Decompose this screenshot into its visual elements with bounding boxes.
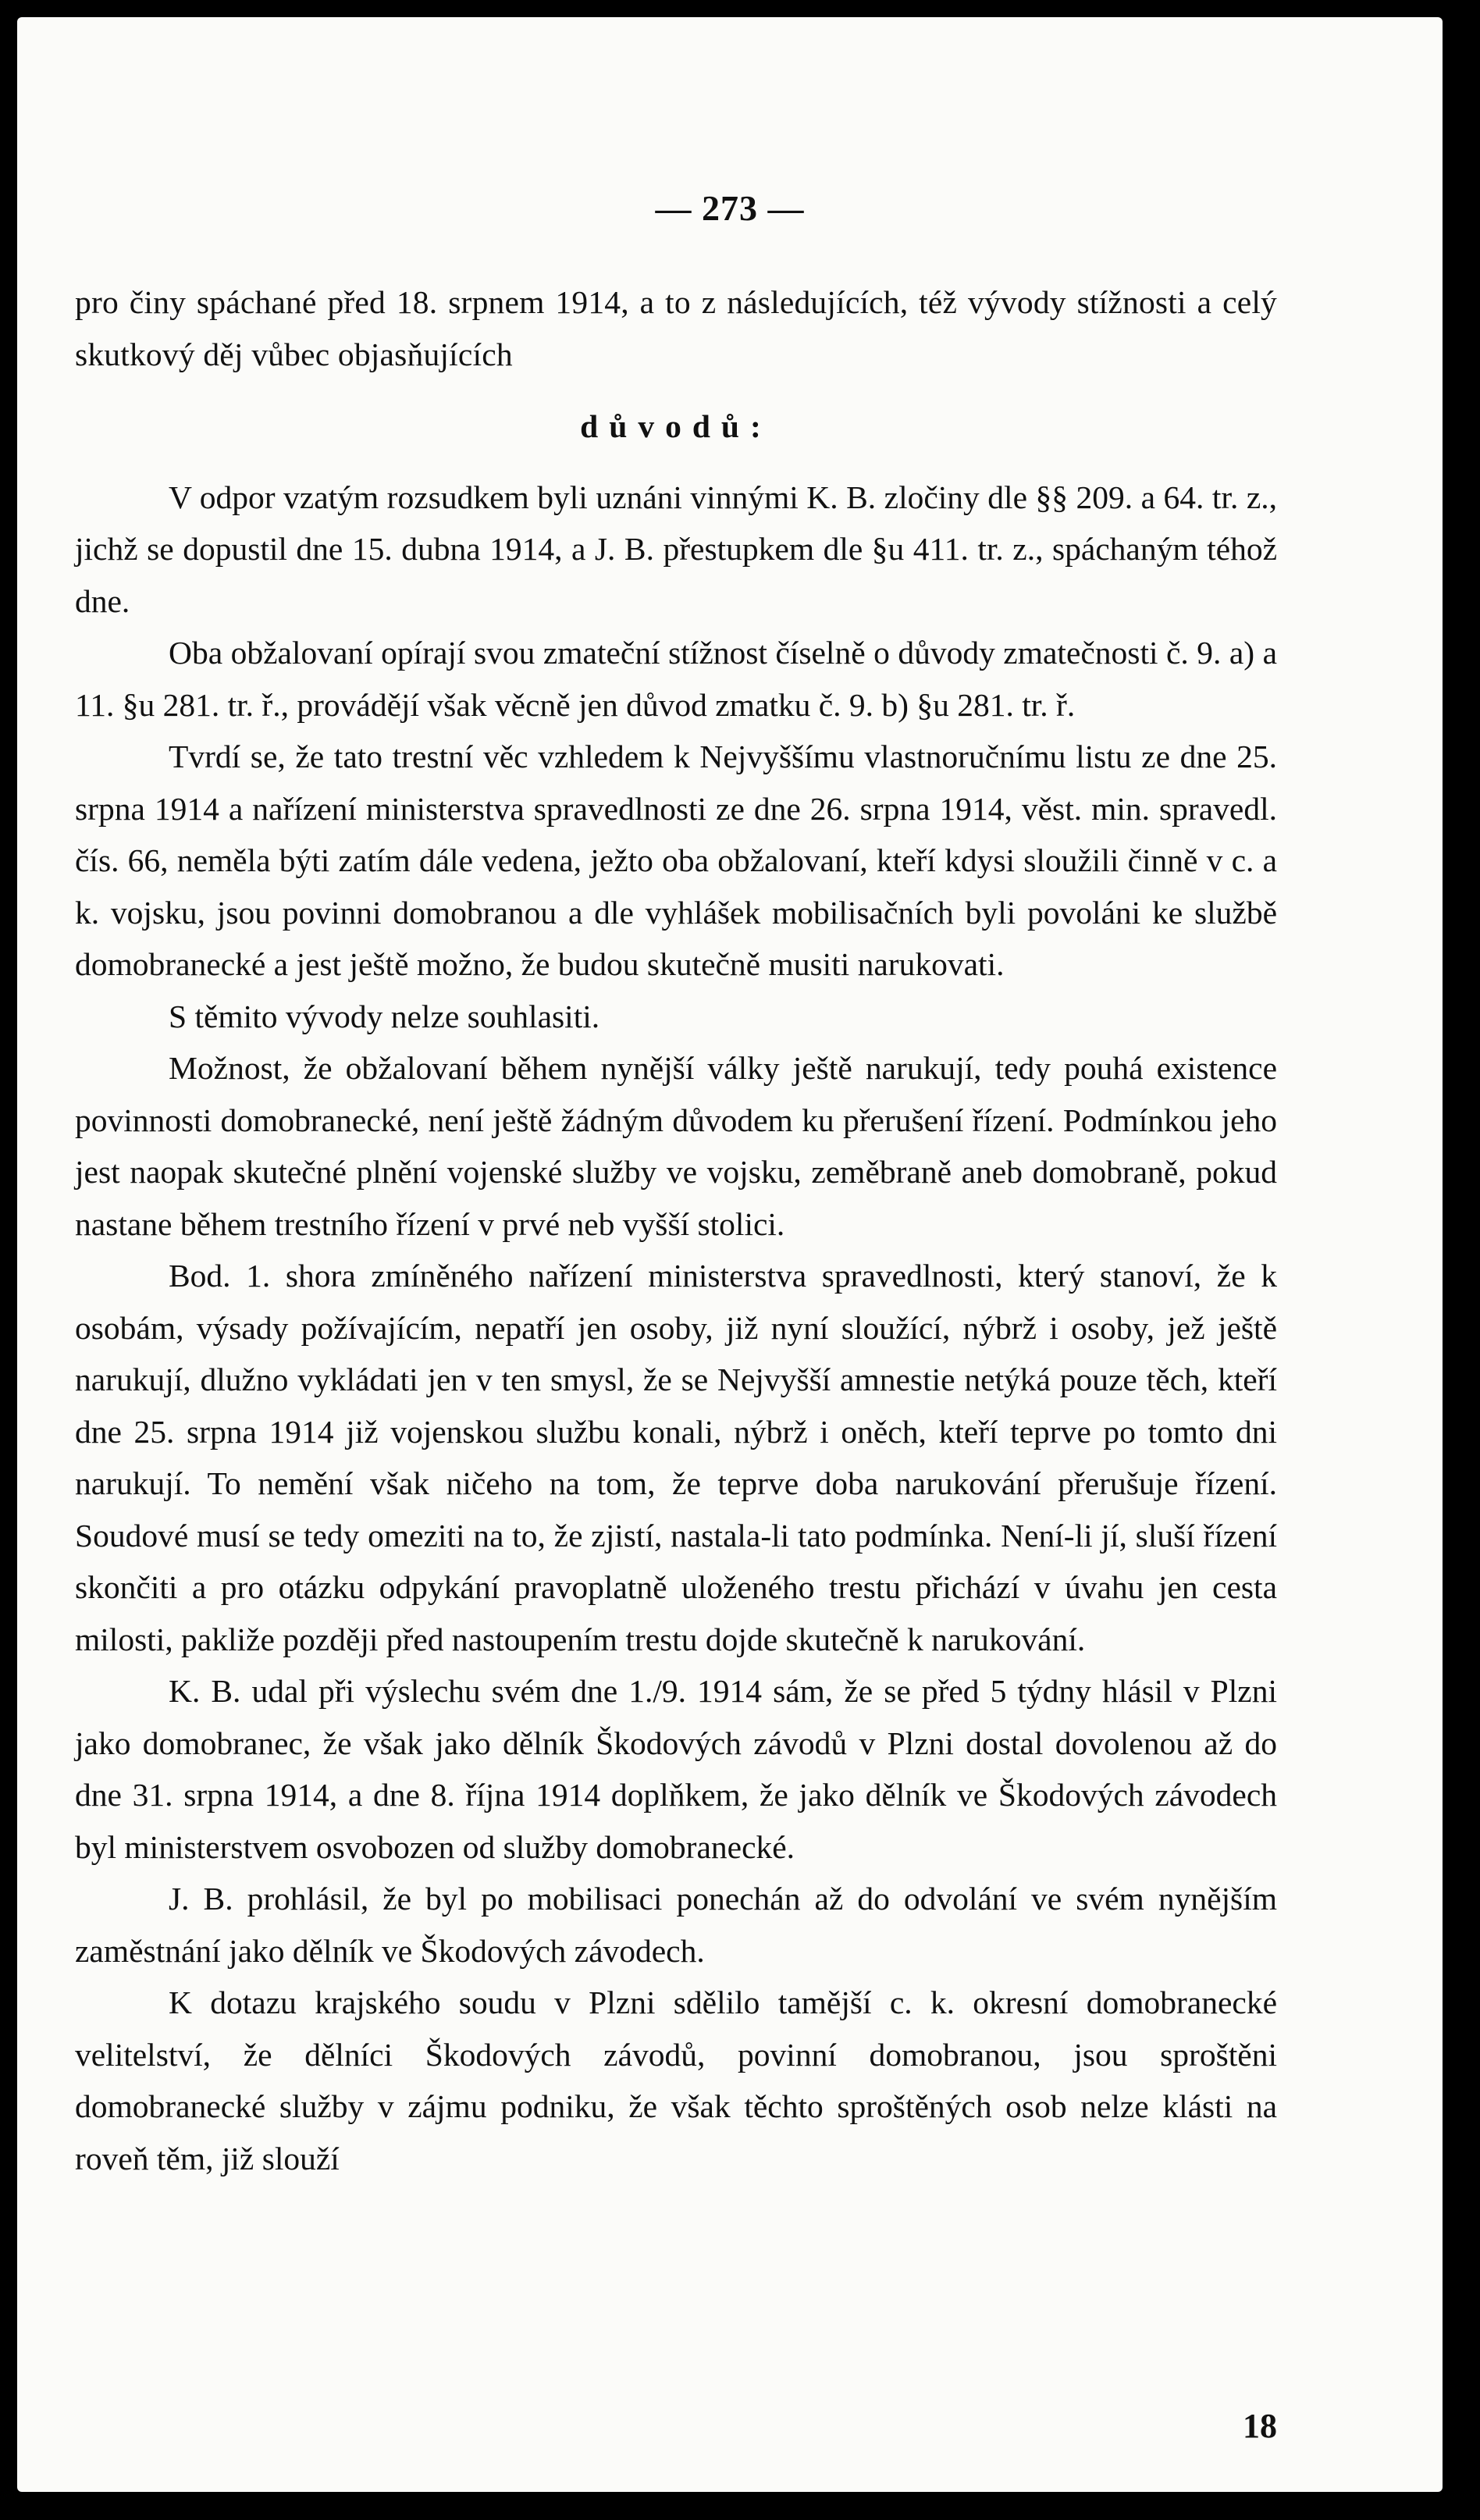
document-page: [17, 17, 1443, 2492]
paragraph-intro: pro činy spáchané před 18. srpnem 1914, a to z následujících, též vývody stížnosti a celý skutkový děj vůbec objasňujících: [75, 284, 1277, 372]
document-body: [75, 276, 1277, 2184]
paragraph-appeal: Oba obžalovaní opírají svou zmateční stížnost číselně o důvody zmatečnosti č. 9. a) a 11. §u 281. tr. ř., provádějí však věcně jen důvod zmatku č. 9. b) §u 281. tr. ř.: [75, 635, 1277, 723]
paragraph-verdict: V odpor vzatým rozsudkem byli uznáni vinnými K. B. zločiny dle §§ 209. a 64. tr. z., jichž se dopustil dne 15. dubna 1914, a J. B. přestupkem dle §u 411. tr. z., spáchaným téhož dne.: [75, 479, 1277, 619]
paragraph-possibility: Možnost, že obžalovaní během nynější války ještě narukují, tedy pouhá existence povinnosti domobranecké, není ještě žádným důvodem ku přerušení řízení. Podmínkou jeho jest naopak skutečné plnění vojenské služby ve vojsku, zeměbraně aneb domobraně, pokud nastane během trestního řízení v prvé neb vyšší stolici.: [75, 1050, 1277, 1242]
section-heading: důvodů:: [580, 408, 772, 444]
page-number: — 273 —: [655, 188, 805, 228]
signature-mark: 18: [1243, 2407, 1277, 2445]
paragraph-court-inquiry: K dotazu krajského soudu v Plzni sdělilo tamější c. k. okresní domobranecké velitelství, že dělníci Škodových závodů, povinní domobranou, jsou sproštěni domobranecké služby v zájmu podniku, že však těchto sproštěných osob nelze klásti na roveň těm, již slouží: [75, 1984, 1277, 2177]
paragraph-rejection: S těmito vývody nelze souhlasiti.: [169, 998, 600, 1034]
paragraph-jb-testimony: J. B. prohlásil, že byl po mobilisaci ponechán až do odvolání ve svém nynějším zaměstnání jako dělník ve Škodových závodech.: [75, 1881, 1277, 1969]
paragraph-point-one: Bod. 1. shora zmíněného nařízení ministerstva spravedlnosti, který stanoví, že k osobám, výsady požívajícím, nepatří jen osoby, již nyní sloužící, nýbrž i osoby, jež ještě narukují, dlužno vykládati jen v ten smysl, že se Nejvyšší amnestie netýká pouze těch, kteří dne 25. srpna 1914 již vojenskou službu konali, nýbrž i oněch, kteří teprve po tomto dni narukují. To nemění však ničeho na tom, že teprve doba narukování přerušuje řízení. Soudové musí se tedy omeziti na to, že zjistí, nastala-li tato podmínka. Není-li jí, sluší řízení skončiti a pro otázku odpykání pravoplatně uloženého trestu přichází v úvahu jen cesta milosti, pakliže později před nastoupením trestu dojde skutečně k narukování.: [75, 1258, 1277, 1657]
paragraph-claim: Tvrdí se, že tato trestní věc vzhledem k Nejvyššímu vlastnoručnímu listu ze dne 25. srpna 1914 a nařízení ministerstva spravedlnosti ze dne 26. srpna 1914, věst. min. spravedl. čís. 66, neměla býti zatím dále vedena, ježto oba obžalovaní, kteří kdysi sloužili činně v c. a k. vojsku, jsou povinni domobranou a dle vyhlášek mobilisačních byli povoláni ke službě domobranecké a jest ještě možno, že budou skutečně musiti narukovati.: [75, 739, 1277, 982]
paragraph-kb-testimony: K. B. udal při výslechu svém dne 1./9. 1914 sám, že se před 5 týdny hlásil v Plzni jako domobranec, že však jako dělník Škodových závodů v Plzni dostal dovolenou až do dne 31. srpna 1914, a dne 8. října 1914 doplňkem, že jako dělník ve Škodových závodech byl ministerstvem osvobozen od služby domobranecké.: [75, 1673, 1277, 1865]
